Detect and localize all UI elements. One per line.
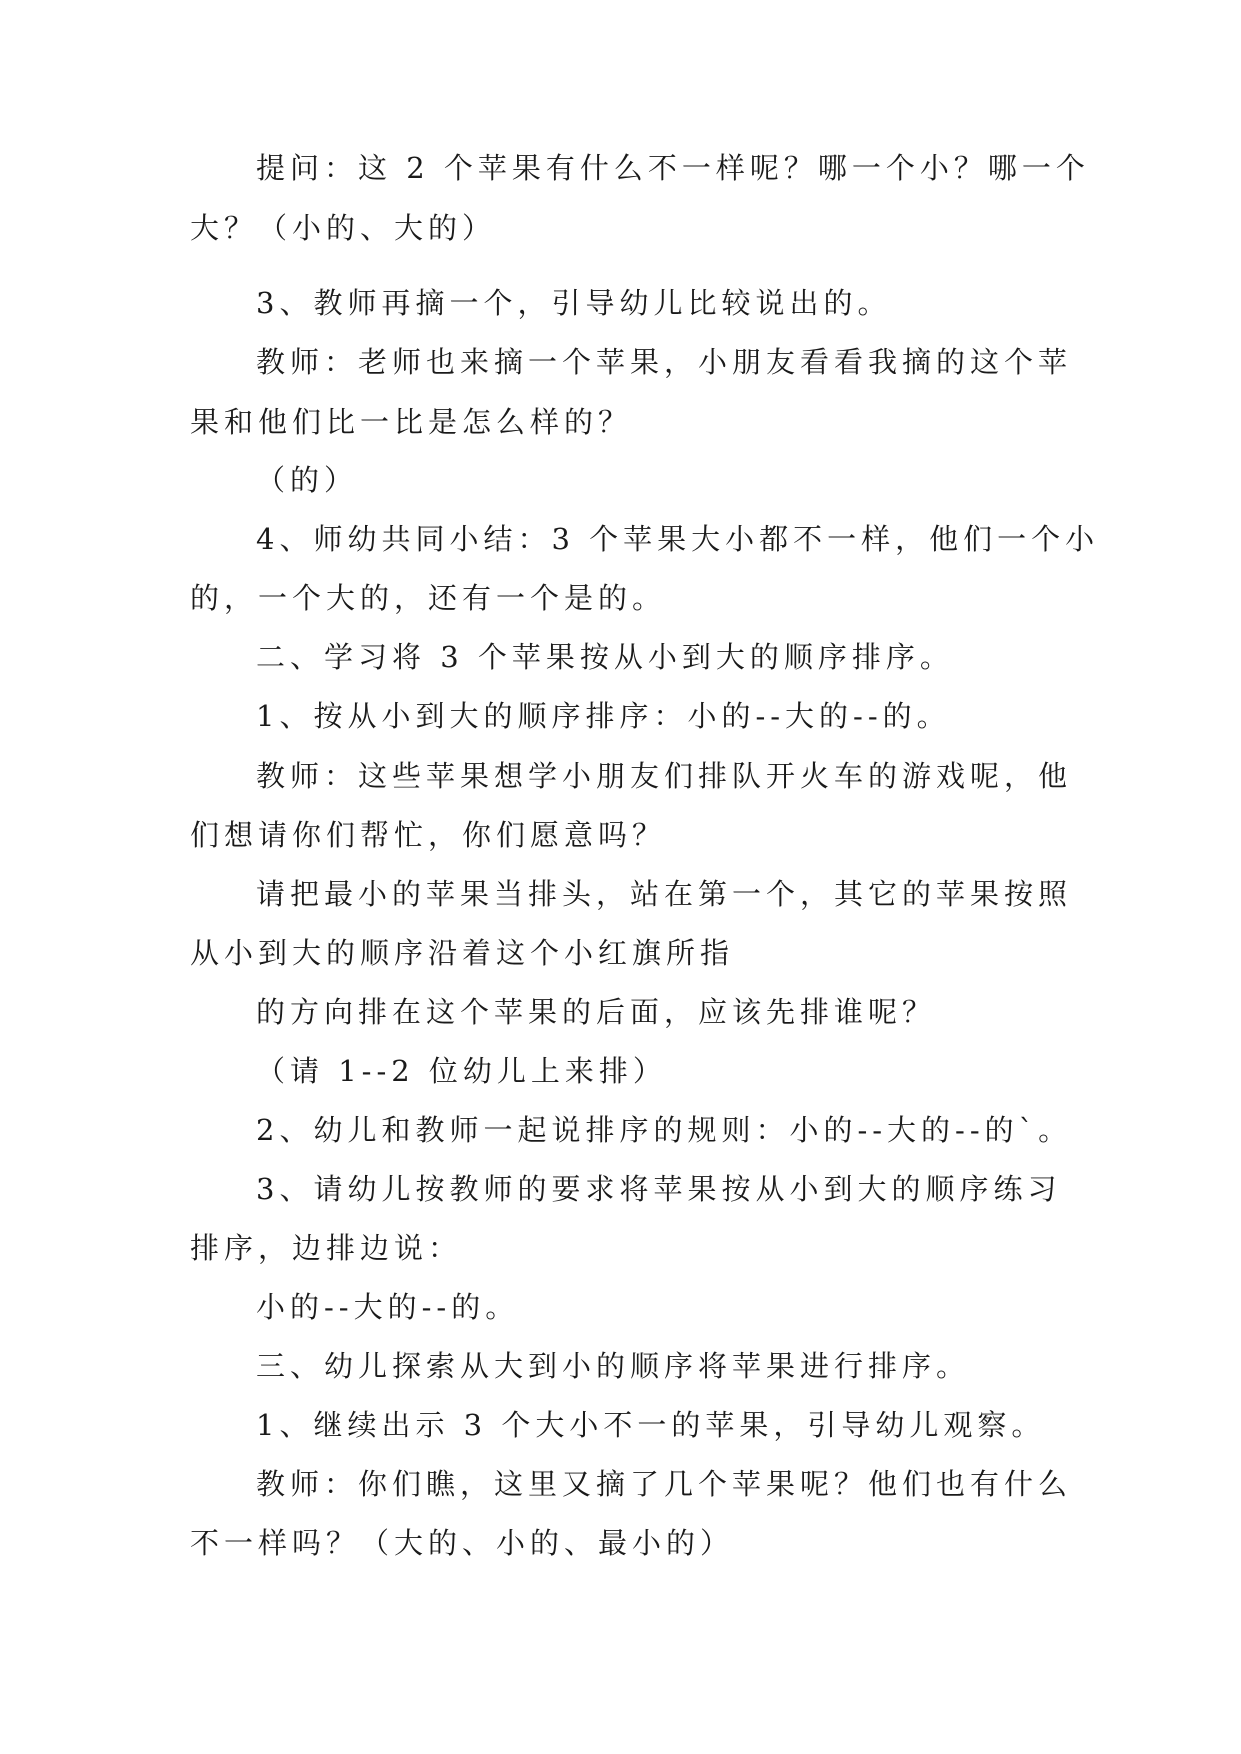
text-line: 小的--大的--的。 — [256, 1290, 520, 1324]
text-line: 大？（小的、大的） — [190, 211, 497, 245]
text-line: 1、按从小到大的顺序排序：小的--大的--的。 — [256, 699, 951, 733]
text-line: 教师：这些苹果想学小朋友们排队开火车的游戏呢，他 — [256, 759, 1073, 793]
text-line: 们想请你们帮忙，你们愿意吗？ — [190, 818, 667, 852]
text-line: 的方向排在这个苹果的后面，应该先排谁呢？ — [256, 995, 937, 1029]
text-line: 的，一个大的，还有一个是的。 — [190, 581, 667, 615]
text-line: （的） — [256, 463, 359, 497]
text-line: 3、教师再摘一个，引导幼儿比较说出的。 — [256, 286, 892, 320]
text-line: 果和他们比一比是怎么样的？ — [190, 405, 633, 439]
text-line: （请 1--2 位幼儿上来排） — [256, 1054, 667, 1088]
text-line: 三、幼儿探索从大到小的顺序将苹果进行排序。 — [256, 1349, 971, 1383]
text-line: 从小到大的顺序沿着这个小红旗所指 — [190, 936, 735, 970]
text-line: 3、请幼儿按教师的要求将苹果按从小到大的顺序练习 — [256, 1172, 1062, 1206]
text-line: 4、师幼共同小结：3 个苹果大小都不一样，他们一个小 — [256, 522, 1100, 556]
text-line: 不一样吗？（大的、小的、最小的） — [190, 1526, 735, 1560]
text-line: 2、幼儿和教师一起说排序的规则：小的--大的--的`。 — [256, 1113, 1073, 1147]
text-line: 排序，边排边说： — [190, 1231, 463, 1265]
text-line: 二、学习将 3 个苹果按从小到大的顺序排序。 — [256, 640, 954, 674]
text-line: 教师：你们瞧，这里又摘了几个苹果呢？他们也有什么 — [256, 1467, 1073, 1501]
text-line: 1、继续出示 3 个大小不一的苹果，引导幼儿观察。 — [256, 1408, 1046, 1442]
text-line: 教师：老师也来摘一个苹果，小朋友看看我摘的这个苹 — [256, 345, 1073, 379]
text-line: 提问：这 2 个苹果有什么不一样呢？哪一个小？哪一个 — [256, 151, 1090, 185]
text-line: 请把最小的苹果当排头，站在第一个，其它的苹果按照 — [256, 877, 1073, 911]
